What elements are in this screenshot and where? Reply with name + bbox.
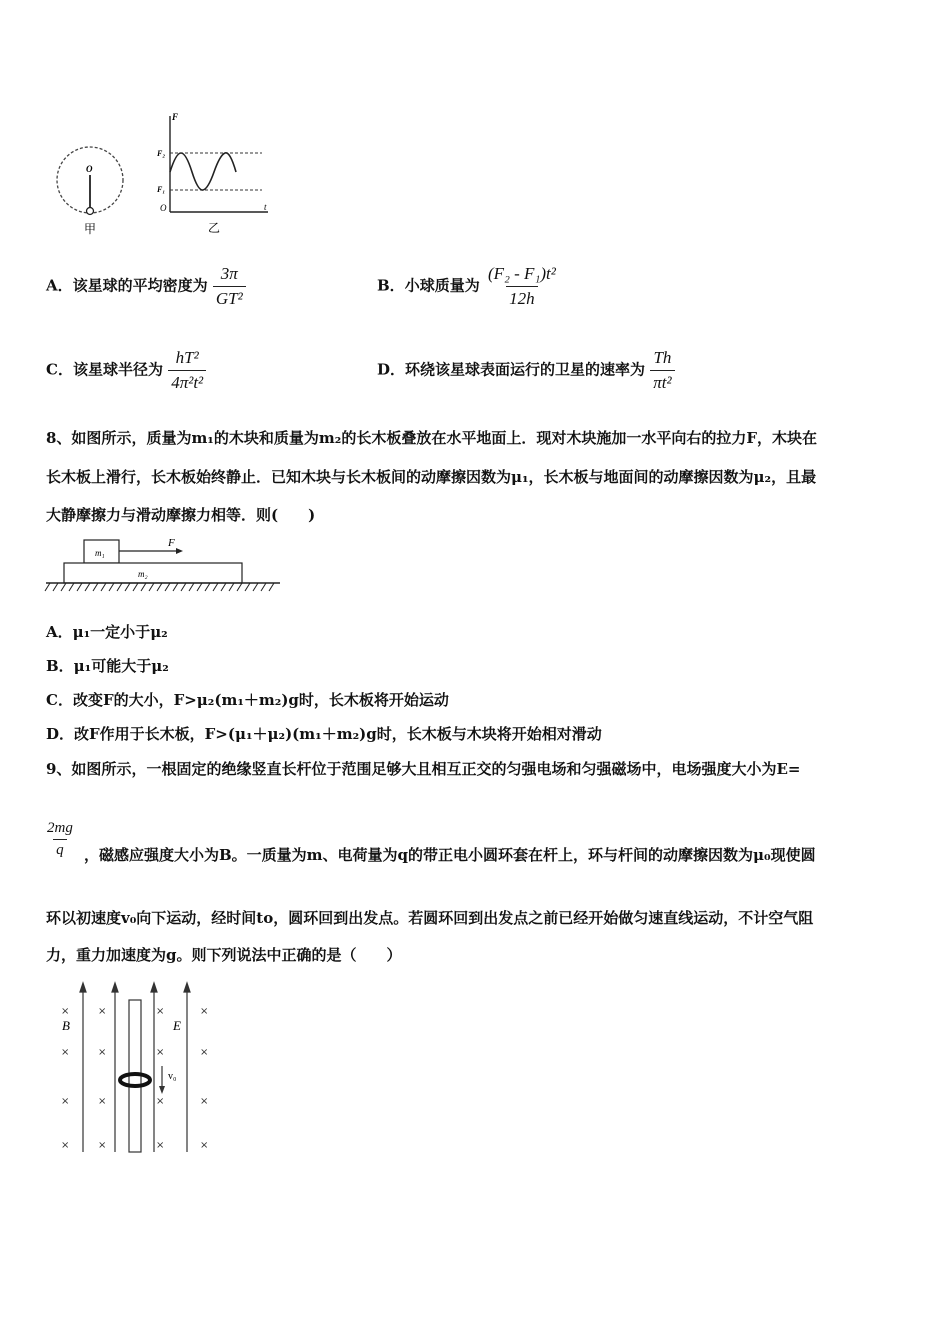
svg-text:×: × bbox=[200, 1006, 209, 1017]
frac-den: 12h bbox=[506, 286, 538, 309]
q8-option-d: D．改F作用于长木板，F>(μ₁＋μ₂)(m₁＋m₂)g时，长木板与木块将开始相对滑动 bbox=[46, 725, 602, 743]
svg-text:×: × bbox=[156, 1096, 165, 1107]
frac-num: hT² bbox=[175, 348, 199, 367]
q7-force-curve bbox=[170, 153, 236, 190]
q7-option-b-fraction bbox=[485, 264, 559, 309]
q9-line-3: 环以初速度v₀向下运动，经时间to，圆环回到出发点。若圆环回到出发点之前已经开始做匀速直线运动，不计空气阻 bbox=[46, 909, 814, 927]
svg-text:×: × bbox=[98, 1096, 107, 1107]
q8-line-1: 8、如图所示，质量为m₁的木块和质量为m₂的长木板叠放在水平地面上．现对木块施加一水平向右的拉力F，木块在 bbox=[46, 429, 817, 447]
frac-den: πt² bbox=[650, 370, 674, 393]
q9-line-2: ，磁感应强度大小为B。一质量为m、电荷量为q的带正电小圆环套在杆上，环与杆间的动摩擦因数为μ₀现使圆 bbox=[84, 846, 816, 864]
q7-option-d-text: 环绕该星球表面运行的卫星的速率为 bbox=[405, 360, 646, 379]
svg-text:×: × bbox=[156, 1140, 165, 1151]
q7-option-d bbox=[377, 348, 675, 393]
q8-line-3: 大静摩擦力与滑动摩擦力相等．则( ) bbox=[46, 506, 316, 524]
frac-num: 2mg bbox=[47, 820, 73, 836]
frac-den: 4π²t² bbox=[168, 370, 206, 393]
q7-option-c-text: 该星球半径为 bbox=[72, 360, 163, 379]
svg-text:×: × bbox=[200, 1096, 209, 1107]
q7-figure-yi bbox=[150, 110, 275, 240]
q8-label-m2: m₂ bbox=[138, 569, 148, 579]
svg-text:×: × bbox=[61, 1096, 70, 1107]
q8-arrow-head bbox=[176, 548, 183, 554]
q7-option-b-text: 小球质量为 bbox=[404, 276, 480, 295]
q8-line-2: 长木板上滑行，长木板始终静止．已知木块与长木板间的动摩擦因数为μ₁，长木板与地面间的动摩擦因数为μ₂，且最 bbox=[46, 468, 817, 486]
q9-label-v0: v₀ bbox=[168, 1071, 177, 1082]
q7-option-c-fraction bbox=[168, 348, 206, 393]
svg-text:×: × bbox=[61, 1140, 70, 1151]
q7-option-a-letter: A． bbox=[46, 276, 73, 295]
q9-velocity-arrow-head bbox=[159, 1086, 165, 1094]
q9-figure bbox=[50, 980, 225, 1160]
svg-text:×: × bbox=[156, 1047, 165, 1058]
q7-option-b bbox=[377, 264, 559, 309]
q8-ground-hatch bbox=[45, 583, 274, 591]
q8-label-F: F bbox=[168, 537, 175, 549]
q7-option-b-letter: B． bbox=[377, 276, 405, 295]
svg-text:×: × bbox=[61, 1047, 70, 1058]
svg-text:×: × bbox=[98, 1140, 107, 1151]
q7-figure-jia bbox=[50, 135, 140, 240]
frac-num: Th bbox=[653, 348, 672, 367]
q9-efield-fraction bbox=[44, 820, 76, 859]
svg-text:×: × bbox=[200, 1047, 209, 1058]
q7-option-c bbox=[46, 348, 206, 393]
q8-figure bbox=[44, 532, 284, 602]
q9-line-4: 力，重力加速度为g。则下列说法中正确的是（ ） bbox=[46, 946, 402, 964]
q8-option-a: A．μ₁一定小于μ₂ bbox=[46, 623, 168, 641]
frac-num: (F₂ - F₁)t² bbox=[487, 264, 556, 283]
frac-den: q bbox=[53, 839, 67, 859]
svg-text:×: × bbox=[61, 1006, 70, 1017]
q7-option-d-fraction bbox=[650, 348, 674, 393]
q7-center-label: O bbox=[86, 164, 93, 174]
q9-label-B: B bbox=[62, 1018, 70, 1033]
q7-jia-label: 甲 bbox=[84, 222, 97, 236]
q9-label-E: E bbox=[173, 1018, 181, 1033]
q7-axis-F: F bbox=[172, 112, 179, 122]
q7-origin: O bbox=[160, 203, 167, 213]
q9-line-1: 9、如图所示，一根固定的绝缘竖直长杆位于范围足够大且相互正交的匀强电场和匀强磁场中，电场强度大小为E= bbox=[46, 760, 801, 778]
q7-pendulum-ball bbox=[87, 208, 94, 215]
q8-label-m1: m₁ bbox=[95, 548, 105, 558]
frac-num: 3π bbox=[220, 264, 238, 283]
q8-board-m2 bbox=[64, 563, 242, 583]
svg-text:×: × bbox=[98, 1006, 107, 1017]
svg-text:×: × bbox=[98, 1047, 107, 1058]
q7-yi-label: 乙 bbox=[208, 221, 221, 235]
q7-option-c-letter: C． bbox=[46, 360, 73, 379]
svg-text:×: × bbox=[156, 1006, 165, 1017]
q7-option-a bbox=[46, 264, 246, 309]
q7-option-a-text: 该星球的平均密度为 bbox=[72, 276, 208, 295]
q7-option-a-fraction bbox=[213, 264, 246, 309]
svg-text:×: × bbox=[200, 1140, 209, 1151]
q7-label-F1: F₁ bbox=[157, 185, 166, 194]
q7-axis-t: t bbox=[264, 202, 267, 212]
frac-den: GT² bbox=[213, 286, 246, 309]
q7-label-F2: F₂ bbox=[157, 149, 166, 158]
q8-option-c: C．改变F的大小，F>μ₂(m₁＋m₂)g时，长木板将开始运动 bbox=[46, 691, 449, 709]
q7-option-d-letter: D． bbox=[377, 360, 406, 379]
q8-option-b: B．μ₁可能大于μ₂ bbox=[46, 657, 169, 675]
